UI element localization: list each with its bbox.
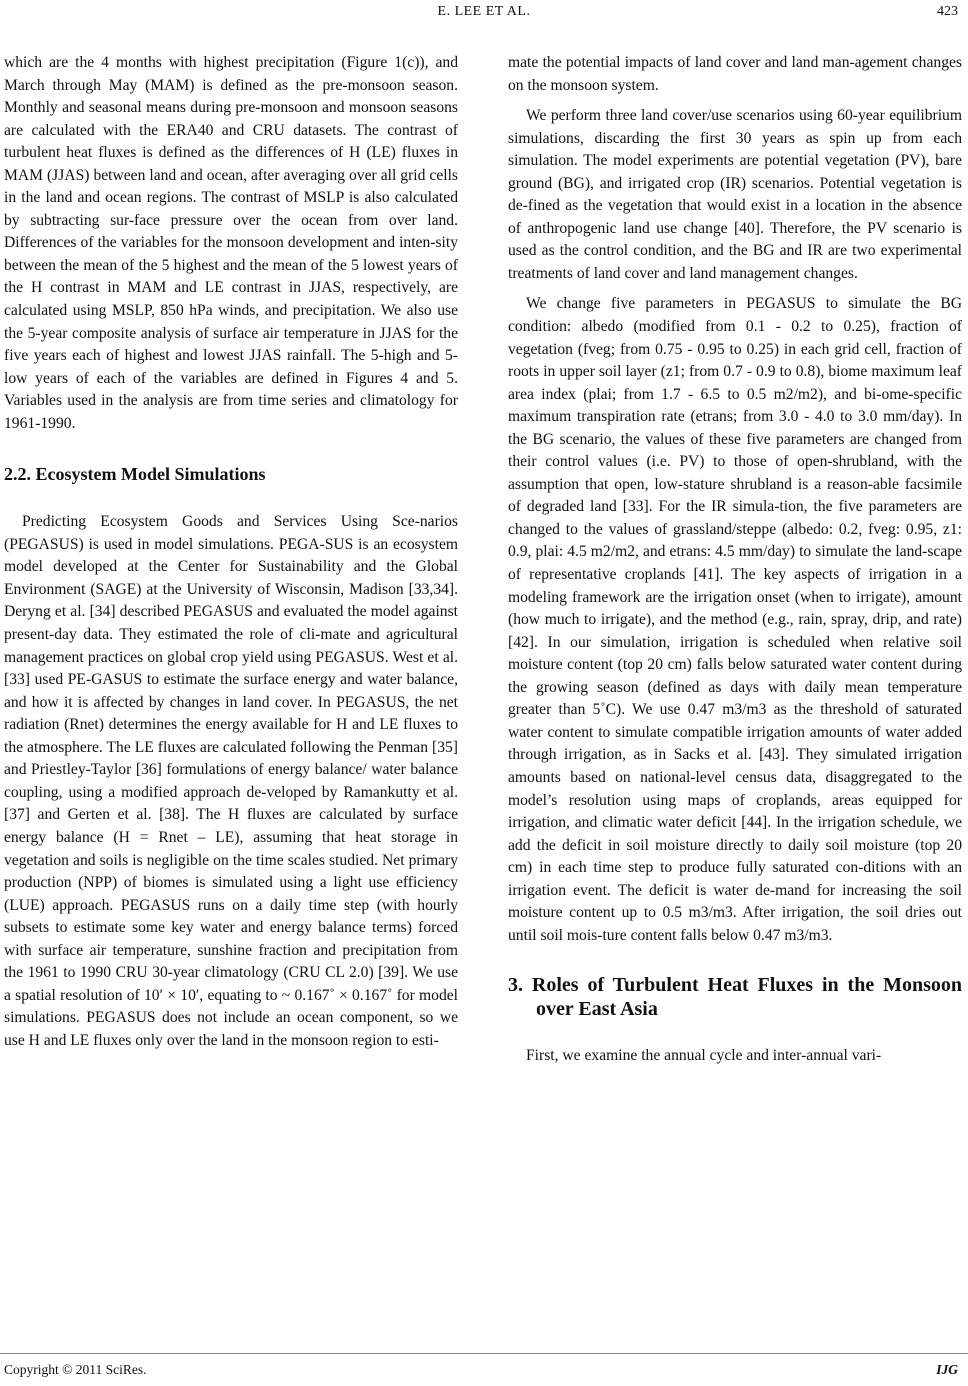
running-header: E. LEE ET AL.: [437, 4, 531, 19]
footer-divider: [0, 1353, 968, 1354]
section-heading: 2.2. Ecosystem Model Simulations: [4, 464, 266, 485]
paragraph: We change five parameters in PEGASUS to simulate the BG condition: albedo (modified from 0.1 - 0.2 to 0.25), fraction of vegetation (fveg; from 0.75 - 0.95 to 0.25) in each grid cell, fraction of roots in upper soil layer (z1; from 0.7 - 0.9 to 0.8), biome maximum leaf area index (plai; from 1.7 - 6.5 to 0.5 m2/m2), and bi-ome-specific maximum transpiration rate (etrans; from 3.0 - 4.0 to 3.0 mm/day). In the BG scenario, the values of these five parameters are changed from their control values (i.e. PV) to those of open-shrubland, with the assumption that open, low-stature shrubland is a reason-able facsimile of degraded land [33]. For the IR simula-tion, the five parameters are changed to the values of grassland/steppe (albedo: 0.2, fveg: 0.95, z1: 0.9, plai: 4.5 m2/m2, and etrans: 4.5 mm/day) to simulate the land-scape of representative croplands [41]. The key aspects of irrigation in a modeling framework are the irrigation onset (when to irrigate), amount (how much to irrigate), and the method (e.g., rain, spray, drip, and rate) [42]. In our simulation, irrigation is scheduled when relative soil moisture content (top 20 cm) falls below saturated water content during the growing season (defined as days with daily mean temperature greater than 5˚C). We use 0.47 m3/m3 as the threshold of saturated water content to simulate compatible irrigation amounts of water added through irrigation, as in Sacks et al. [43]. They simulated irrigation amounts based on national-level census data, disaggregated to the model’s resolution using maps of croplands, areas equipped for irrigation, and climatic water deficit [44]. In the irrigation schedule, we add the deficit in soil moisture directly to daily soil moisture (top 20 cm) in each time step to produce fully saturated con-ditions with an irrigation event. The deficit is water de-mand for increasing the soil moisture content up to 0.5 m3/m3. After irrigation, the soil dries out until soil mois-ture content falls below 0.47 m3/m3.: [508, 295, 962, 944]
page-number: 423: [937, 4, 958, 19]
paragraph: which are the 4 months with highest precipitation (Figure 1(c)), and March through May (MAM) is defined as the pre-monsoon season. Monthly and seasonal means during pre-monsoon and monsoon seasons are calculated with the ERA40 and CRU datasets. The contrast of turbulent heat fluxes is defined as the differences of H (LE) fluxes in MAM (JJAS) between land and ocean, after averaging over all grid cells in the land and ocean regions. The contrast of MSLP is also calculated by subtracting sur-face pressure over the ocean from over land. Differences of the variables for the monsoon development and inten-sity between the mean of the 5 highest and the mean of the 5 lowest years of the H contrast in MAM and LE contrast in JJAS, respectively, are calculated using MSLP, 850 hPa winds, and precipitation. We also use the 5-year composite analysis of surface air temperature in JJAS for the five years each of highest and lowest JJAS rainfall. The 5-high and 5-low years of each of the variables are defined in Figures 4 and 5. Variables used in the analysis are from time series and climatology for 1961-1990.: [4, 54, 458, 432]
paragraph: Predicting Ecosystem Goods and Services Using Sce-narios (PEGASUS) is used in model simulations. PEGA-SUS is an ecosystem model developed at the Center for Sustainability and the Global Environment (SAGE) at the University of Wisconsin, Madison [33,34]. Deryng et al. [34] described PEGASUS and evaluated the model against present-day data. They estimated the role of cli-mate and agricultural management practices on global crop yield using PEGASUS. West et al. [33] used PE-GASUS to estimate the surface energy and water balance, and how it is affected by changes in land cover. In PEGASUS, the net radiation (Rnet) determines the energy available for H and LE fluxes to the atmosphere. The LE fluxes are calculated following the Penman [35] and Priestley-Taylor [36] formulations of energy balance/ water balance coupling, using a modified approach de-veloped by Ramankutty et al. [37] and Gerten et al. [38]. The H fluxes are calculated by surface energy balance (H = Rnet – LE), assuming that heat storage in vegetation and soils is negligible on the time scales studied. Net primary production (NPP) of biomes is simulated using a light use efficiency (LUE) approach. PEGASUS runs on a daily time step (with hourly subsets to estimate some key water and energy balance terms) forced with surface air temperature, sunshine fraction and precipitation from the 1961 to 1990 CRU 30-year climatology (CRU CL 2.0) [39]. We use a spatial resolution of 10′ × 10′, equating to ~ 0.167˚ × 0.167˚ for model simulations. PEGASUS does not include an ocean component, so we use H and LE fluxes only over the land in the monsoon region to esti-: [4, 513, 458, 1049]
section-heading: 3. Roles of Turbulent Heat Fluxes in the Monsoon over East Asia: [508, 974, 962, 1021]
left-column: [4, 52, 458, 1052]
paragraph: First, we examine the annual cycle and inter-annual vari-: [526, 1047, 882, 1065]
paragraph: We perform three land cover/use scenarios using 60-year equilibrium simulations, discarding the first 30 years as spin up from each simulation. The model experiments are potential vegetation (PV), bare ground (BG), and irrigated crop (IR) scenarios. Potential vegetation is de-fined as the vegetation that would exist in a location in the absence of anthropogenic land use change [40]. Therefore, the PV scenario is used as the control condition, and the BG and IR are two experimental treatments of land cover and land management changes.: [508, 107, 962, 282]
paragraph: mate the potential impacts of land cover and land man-agement changes on the monsoon system.: [508, 54, 962, 94]
copyright-notice: Copyright © 2011 SciRes.: [4, 1362, 147, 1377]
right-column: [508, 52, 962, 1068]
journal-abbrev: IJG: [936, 1362, 958, 1377]
